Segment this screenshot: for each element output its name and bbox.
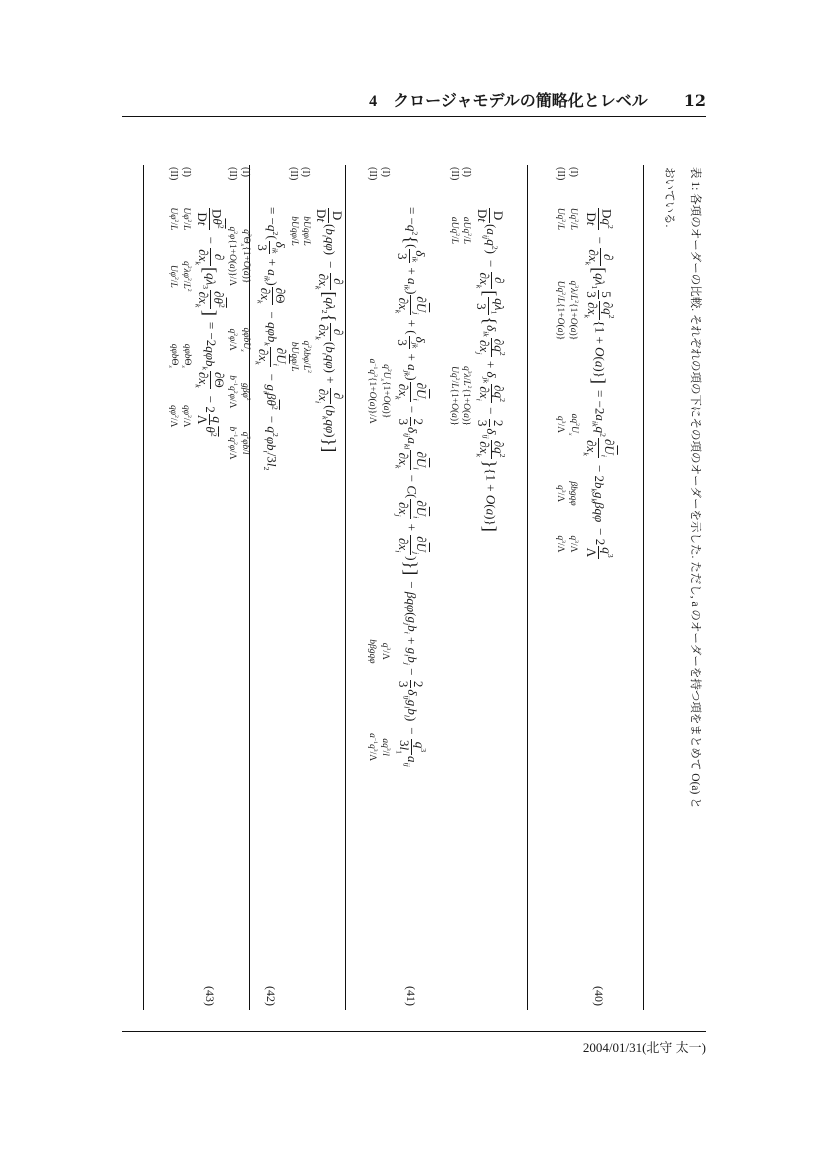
equation-group [449, 167, 506, 1008]
equation-block-40 [527, 165, 643, 1010]
order-value-I: $q^2\Theta_x\{1+O(a)\}$ [239, 229, 253, 284]
order-value-I: $q\varphi^2/\Lambda$ [180, 405, 192, 428]
equation-term: − ∂ $\partial x_k$ [$q\lambda_1$ 5 3 $\partial q^2$ $\partial x_k$ {1 + O(a)}] [582, 236, 616, 384]
equation-number: (41) [404, 986, 419, 1006]
table-caption-line1: 表 1: 各項のオーダーの比較. それぞれの項の下にその項のオーダーを示した. ただし, a のオーダーを持つ項をまとめて O(a) と [689, 167, 701, 809]
order-value-II: $Uq^2/L\{1+O(a)\}$ [554, 280, 566, 341]
row-label-I: (I) [461, 167, 473, 177]
equation-term: − ∂ $\partial x_k$ [$q\lambda_2${ ∂ $\partial x_k$ $(b_iq\varphi)$ + ∂ $\partial x_i$ $(b_kq\varphi)$}] [313, 261, 346, 453]
order-value-II: $Uq^2/L\{1+O(a)\}$ [449, 366, 461, 426]
equation-term: = −2qφb$_k$ ∂Θ $\partial x_k$ [193, 321, 227, 388]
order-value-I: $U\varphi^2/L$ [180, 207, 192, 231]
order-value-II: Uq$^2$/L [554, 207, 566, 231]
equation-term: − $q^2\varphi b_i/3l_2$ [261, 415, 280, 471]
row-label-I: (I) [567, 167, 579, 177]
equation-term: D Dt $(b_iq\varphi)$ [314, 209, 345, 256]
equation-term: − ∂ $\partial x_k$ [$q\lambda_3$ $\partial\theta^2$ $\partial x_k$ ] [193, 236, 227, 316]
order-value-I: $aq^3/l$ [379, 738, 392, 756]
row-label-II: (II) [366, 167, 378, 181]
equation-group [227, 167, 289, 1008]
equation-group [555, 167, 617, 1008]
equation-number: (43) [202, 986, 217, 1006]
footer-rule [122, 1031, 706, 1032]
order-value-II: $q^2\varphi/\Lambda$ [226, 328, 239, 351]
section-title: 4 クロージャモデルの簡略化とレベル [369, 93, 648, 110]
order-value-II: $q^2\varphi\{1+O(a)\}/\Lambda$ [226, 226, 239, 287]
page-number: 12 [683, 91, 706, 110]
header-rule [122, 116, 706, 117]
order-value-II: $b^{-1}q^2\varphi/\Lambda$ [226, 426, 239, 460]
equation-term: − $2b_kg_k\beta q\varphi$ [589, 464, 608, 523]
order-value-I: $aq^2U_x$ [566, 413, 580, 436]
order-value-I: $q^3\lambda/L^2\{1+O(a)\}$ [461, 366, 473, 426]
equation-term: − $q^3$ $3l_1$ $a_{ij}$ [394, 727, 429, 767]
table-caption-line2: おいている. [663, 167, 675, 228]
row-label-II: (II) [167, 167, 179, 181]
order-value-I: $q^3/\Lambda$ [379, 642, 392, 660]
equation-term: − $g_i\beta\theta^2$ [261, 373, 280, 410]
equation-term: D Dt $(a_{ij}q^2)$ [475, 209, 506, 254]
order-value-I: $q^2U_x\{1+O(a)\}$ [378, 364, 392, 419]
row-label-II: (II) [226, 167, 238, 181]
row-label-II: (II) [288, 167, 300, 181]
equation-number: (40) [592, 986, 607, 1006]
row-label-I: (I) [240, 167, 252, 177]
order-value-I: gβφ$^2$ [239, 382, 252, 401]
order-value-II: $q\varphi^2/\Lambda$ [167, 405, 179, 428]
equation-table [143, 165, 644, 1010]
order-value-I: aUq$^2$/L [461, 216, 473, 245]
row-label-I: (I) [379, 167, 391, 177]
order-value-II: $q^3/\Lambda$ [554, 415, 566, 434]
equation-block-41 [345, 165, 527, 1010]
order-value-I: $q^2\lambda b\varphi/L^2$ [300, 340, 312, 373]
order-value-I: βbgqφ [568, 481, 579, 506]
row-label-II: (II) [449, 167, 461, 181]
order-value-I: Uq$^2$/L [567, 207, 580, 231]
order-value-I: bUqφ/L [300, 216, 311, 246]
equation-term: − qφb$_k$ $\partial\overline{U}_i$ $\partial x_k$ [253, 311, 290, 366]
row-label-I: (I) [300, 167, 312, 177]
equation-term: Dq$^2$ Dt [583, 209, 615, 229]
equation-number: (42) [264, 986, 279, 1006]
equation-group [367, 167, 429, 1008]
equation-group [288, 167, 345, 1008]
order-value-I: qφbΘ$_x$ [180, 343, 192, 368]
order-value-II: aUq$^2$/L [449, 216, 461, 245]
equation-term: − $\beta q\varphi(g_jb_i + g_ib_j$ − 2 3 $\delta_{ij}g_lb_l$) [396, 581, 427, 722]
table-caption [644, 165, 710, 1010]
equation-block-42 [226, 165, 346, 1010]
order-value-II: bUqφ/L [288, 341, 299, 372]
order-value-I: $q^2\varphi b/l$ [239, 431, 252, 455]
equation-group [167, 167, 226, 1008]
order-value-II: $b^{-1}q^2\varphi/\Lambda$ [226, 375, 239, 409]
row-label-II: (II) [554, 167, 566, 181]
order-value-I: qφbU$_x$ [239, 327, 252, 352]
order-value-I: $q^3/\Lambda$ [567, 535, 580, 553]
order-value-II: $U\varphi^2/L$ [167, 264, 179, 288]
equation-term: − 2 q Λ $\theta^2$ [194, 395, 226, 437]
order-value-II: bUqφ/L [288, 216, 299, 246]
equation-term: = $-q^2${( $\delta_{ik}$ 3 + $a_{ik}$) $\partial\overline{U}_j$ $\partial x_k$ + ( $\delta_{jk}$ 3 + $a_{jk}$) $\partial\overline{U}_i$ $\partial x_k$ − 2 3 $\delta_{ij}a_{kl}$ $\partial\overline{U}_l$ $\partial x_k$ − C( $\partial\overline{U}_i$ $\partial x_j$ + $\partial\overline{U}_j$ $\partial x_i$ )}] [393, 207, 430, 576]
order-value-I: $q^2\lambda\varphi^2/L^2$ [180, 260, 192, 292]
order-value-II: bβgqφ [367, 639, 378, 664]
order-value-I: $q^3\lambda/L^2\{1+O(a)\}$ [567, 280, 580, 341]
equation-term: $D\theta^2$ Dt [194, 209, 226, 229]
order-value-II: $U\varphi^2/L$ [167, 207, 179, 231]
order-value-II: $a^{-1}q^3/\Lambda$ [366, 733, 378, 762]
equation-term: = $-2a_{ik}q^2$ $\partial\overline{U}_i$ $\partial x_k$ [581, 389, 618, 457]
footer-date: 2004/01/31(北守 太一) [582, 1040, 706, 1055]
order-value-II: $a^{-1}q^3\{1+O(a)\}/\Lambda$ [366, 358, 378, 424]
order-value-II: $q^3/\Lambda$ [554, 535, 566, 553]
row-label-I: (I) [180, 167, 192, 177]
order-value-II: qφbΘ$_x$ [167, 343, 180, 368]
order-value-II: $q^3/\Lambda$ [554, 484, 566, 503]
running-header [122, 88, 706, 111]
equation-term: = $-q^2$( $\delta_{ik}$ 3 + $a_{ik}$) ∂Θ $\partial x_k$ [254, 207, 288, 304]
equation-term: − ∂ $\partial x_k$ [ $q\lambda_1$ 3 {$\delta_{ik}$ $\partial q^2$ $\partial x_j$ + $\delta_{jk}$ $\partial q^2$ $\partial x_i$ − 2 3 $\delta_{ij}$ $\partial q^2$ $\partial x_k$ }{1 + O(a)}] [473, 259, 508, 532]
rotated-table [114, 165, 710, 1010]
equation-term: − 2 $q^3$ Λ [583, 528, 615, 558]
